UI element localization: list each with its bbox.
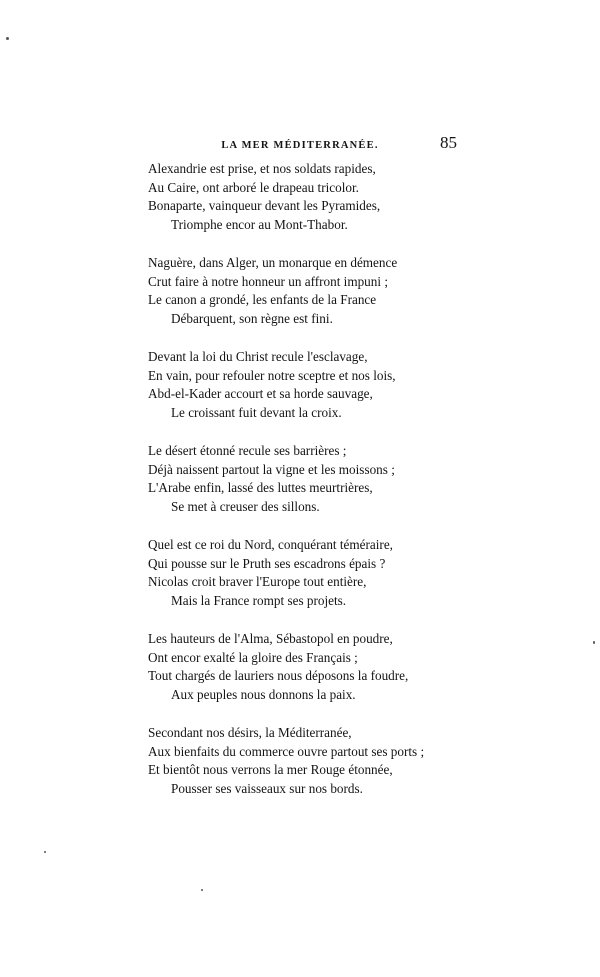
verse-line: Bonaparte, vainqueur devant les Pyramides,	[148, 198, 381, 214]
scan-speck	[6, 37, 9, 40]
verse-line-refrain: Se met à creuser des sillons.	[171, 498, 320, 514]
verse-line: Nicolas croit braver l'Europe tout entière,	[148, 574, 367, 590]
stanza-5	[148, 536, 568, 630]
verse-line: Abd-el-Kader accourt et sa horde sauvage,	[148, 386, 373, 402]
verse-line-refrain: Le croissant fuit devant la croix.	[171, 404, 342, 420]
verse-line: Le désert étonné recule ses barrières ;	[148, 443, 347, 458]
verse-line: Tout chargés de lauriers nous déposons la foudre,	[148, 668, 409, 684]
stanza-6	[148, 630, 568, 724]
running-header-title: LA MER MÉDITERRANÉE.	[221, 140, 379, 151]
scan-speck	[44, 851, 46, 853]
verse-line: Quel est ce roi du Nord, conquérant téméraire,	[148, 537, 393, 552]
verse-line: Le canon a grondé, les enfants de la France	[148, 292, 377, 308]
verse-line: En vain, pour refouler notre sceptre et nos lois,	[148, 367, 396, 383]
verse-line: Ont encor exalté la gloire des Français ;	[148, 649, 358, 665]
verse-line-refrain: Débarquent, son règne est fini.	[171, 310, 333, 326]
verse-line: Les hauteurs de l'Alma, Sébastopol en poudre,	[148, 631, 393, 646]
verse-line: Secondant nos désirs, la Méditerranée,	[148, 725, 352, 740]
verse-line: Déjà naissent partout la vigne et les moissons ;	[148, 461, 395, 477]
verse-line: Naguère, dans Alger, un monarque en démence	[148, 255, 398, 270]
scan-speck	[201, 889, 203, 891]
verse-line: Et bientôt nous verrons la mer Rouge étonnée,	[148, 762, 393, 778]
verse-line-refrain: Pousser ses vaisseaux sur nos bords.	[171, 780, 363, 796]
stanza-2	[148, 254, 568, 348]
verse-line: Au Caire, ont arboré le drapeau tricolor.	[148, 179, 359, 195]
verse-line: Crut faire à notre honneur un affront impuni ;	[148, 273, 388, 289]
poem	[148, 160, 568, 818]
verse-line: Alexandrie est prise, et nos soldats rapides,	[148, 161, 376, 176]
scan-speck	[593, 641, 595, 644]
verse-line: Qui pousse sur le Pruth ses escadrons épais ?	[148, 555, 386, 571]
verse-line-refrain: Aux peuples nous donnons la paix.	[171, 686, 356, 702]
verse-line: Aux bienfaits du commerce ouvre partout ses ports ;	[148, 743, 425, 759]
verse-line: L'Arabe enfin, lassé des luttes meurtrières,	[148, 480, 373, 496]
verse-line-refrain: Mais la France rompt ses projets.	[171, 592, 347, 608]
stanza-7	[148, 724, 568, 818]
stanza-3	[148, 348, 568, 442]
stanza-1	[148, 160, 568, 254]
page-number: 85	[440, 133, 457, 152]
stanza-4	[148, 442, 568, 536]
verse-line-refrain: Triomphe encor au Mont-Thabor.	[171, 216, 348, 232]
verse-line: Devant la loi du Christ recule l'esclavage,	[148, 349, 368, 364]
